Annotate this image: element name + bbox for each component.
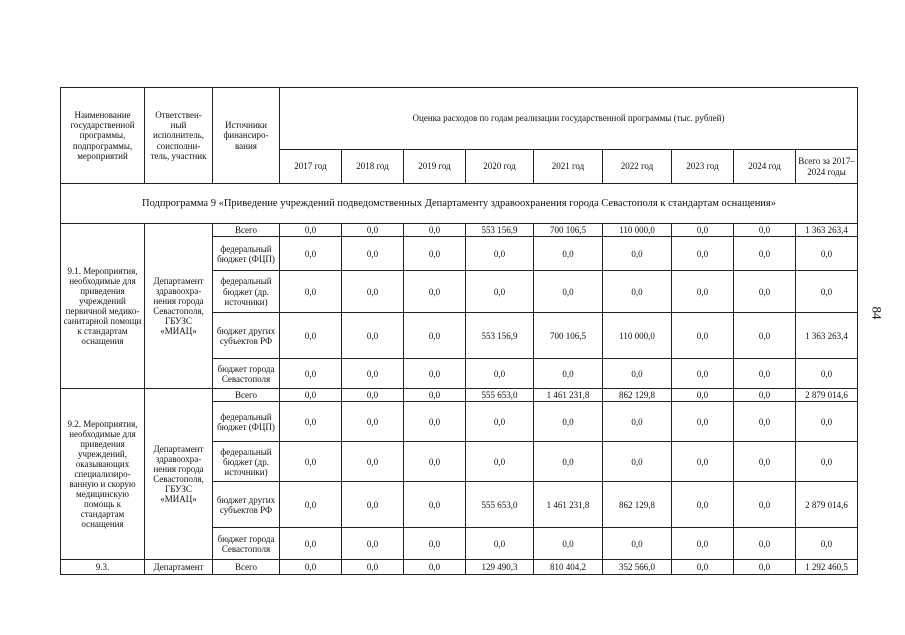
amount-cell: 0,0 [734, 313, 796, 359]
amount-cell: 0,0 [796, 442, 858, 482]
amount-cell: 0,0 [734, 482, 796, 528]
budget-table [60, 87, 858, 575]
amount-cell: 0,0 [466, 359, 534, 389]
header-year: 2022 год [603, 150, 672, 184]
amount-cell: 0,0 [404, 313, 466, 359]
amount-cell: 0,0 [734, 402, 796, 442]
amount-cell: 110 000,0 [603, 224, 672, 237]
amount-cell: 0,0 [603, 359, 672, 389]
header-estimate: Оценка расходов по годам реализации государственной программы (тыс. рублей) [280, 88, 858, 150]
amount-cell: 553 156,9 [466, 313, 534, 359]
amount-cell: 0,0 [280, 402, 342, 442]
amount-cell: 0,0 [342, 482, 404, 528]
amount-cell: 0,0 [534, 237, 603, 271]
subprogram-row [61, 184, 858, 224]
header-year: 2018 год [342, 150, 404, 184]
amount-cell: 1 363 263,4 [796, 224, 858, 237]
measure-responsible: Департамент [145, 560, 213, 575]
table-row [61, 560, 858, 575]
amount-cell: 0,0 [342, 313, 404, 359]
amount-cell: 1 461 231,8 [534, 389, 603, 402]
amount-cell: 0,0 [280, 271, 342, 313]
subprogram-title: Подпрограмма 9 «Приведение учреждений подведомственных Департаменту здравоохранения города Севастополя к стандартам оснащения» [61, 184, 858, 224]
table-body [61, 88, 858, 575]
amount-cell: 0,0 [734, 560, 796, 575]
amount-cell: 0,0 [734, 224, 796, 237]
amount-cell: 0,0 [672, 271, 734, 313]
header-responsible: Ответствен- ный исполнитель, соисполни- тель, участник [145, 88, 213, 184]
amount-cell: 553 156,9 [466, 224, 534, 237]
amount-cell: 0,0 [672, 442, 734, 482]
funding-source: федеральный бюджет (ФЦП) [213, 237, 280, 271]
header-sources: Источники финансиро- вания [213, 88, 280, 184]
amount-cell: 0,0 [404, 237, 466, 271]
amount-cell: 0,0 [796, 237, 858, 271]
amount-cell: 0,0 [280, 528, 342, 560]
amount-cell: 0,0 [534, 359, 603, 389]
amount-cell: 700 106,5 [534, 224, 603, 237]
header-name: Наименование государственной программы, подпрограммы, мероприятий [61, 88, 145, 184]
amount-cell: 0,0 [796, 359, 858, 389]
amount-cell: 0,0 [404, 224, 466, 237]
amount-cell: 0,0 [796, 271, 858, 313]
funding-source: бюджет других субъектов РФ [213, 313, 280, 359]
amount-cell: 0,0 [404, 389, 466, 402]
amount-cell: 0,0 [342, 224, 404, 237]
amount-cell: 0,0 [404, 442, 466, 482]
amount-cell: 0,0 [342, 389, 404, 402]
header-year: 2023 год [672, 150, 734, 184]
header-year: 2021 год [534, 150, 603, 184]
amount-cell: 110 000,0 [603, 313, 672, 359]
measure-name: 9.1. Мероприятия, необходимые для приведения учреждений первичной медико- санитарной помощи к стандартам оснащения [61, 224, 145, 389]
amount-cell: 0,0 [466, 442, 534, 482]
amount-cell: 0,0 [603, 402, 672, 442]
amount-cell: 0,0 [404, 359, 466, 389]
amount-cell: 555 653,0 [466, 389, 534, 402]
amount-cell: 862 129,8 [603, 389, 672, 402]
amount-cell: 0,0 [603, 528, 672, 560]
amount-cell: 0,0 [796, 528, 858, 560]
amount-cell: 0,0 [734, 359, 796, 389]
amount-cell: 0,0 [280, 482, 342, 528]
amount-cell: 0,0 [404, 271, 466, 313]
funding-source: федеральный бюджет (ФЦП) [213, 402, 280, 442]
amount-cell: 0,0 [280, 313, 342, 359]
amount-cell: 0,0 [672, 560, 734, 575]
funding-source: Всего [213, 224, 280, 237]
amount-cell: 0,0 [672, 389, 734, 402]
funding-source: бюджет других субъектов РФ [213, 482, 280, 528]
table-row [61, 389, 858, 402]
amount-cell: 0,0 [734, 271, 796, 313]
amount-cell: 0,0 [534, 442, 603, 482]
amount-cell: 0,0 [404, 528, 466, 560]
amount-cell: 0,0 [404, 560, 466, 575]
amount-cell: 0,0 [672, 237, 734, 271]
funding-source: бюджет города Севастополя [213, 528, 280, 560]
amount-cell: 0,0 [672, 402, 734, 442]
amount-cell: 0,0 [342, 442, 404, 482]
amount-cell: 0,0 [534, 402, 603, 442]
amount-cell: 862 129,8 [603, 482, 672, 528]
page-number: 84 [869, 306, 885, 320]
amount-cell: 0,0 [342, 528, 404, 560]
amount-cell: 810 404,2 [534, 560, 603, 575]
header-year: 2024 год [734, 150, 796, 184]
amount-cell: 0,0 [280, 224, 342, 237]
funding-source: бюджет города Севастополя [213, 359, 280, 389]
amount-cell: 1 363 263,4 [796, 313, 858, 359]
header-year: 2019 год [404, 150, 466, 184]
amount-cell: 0,0 [734, 237, 796, 271]
amount-cell: 0,0 [534, 271, 603, 313]
amount-cell: 0,0 [603, 271, 672, 313]
funding-source: Всего [213, 560, 280, 575]
amount-cell: 0,0 [404, 482, 466, 528]
amount-cell: 0,0 [342, 237, 404, 271]
amount-cell: 0,0 [280, 389, 342, 402]
amount-cell: 0,0 [734, 389, 796, 402]
header-row [61, 88, 858, 150]
amount-cell: 700 106,5 [534, 313, 603, 359]
amount-cell: 0,0 [342, 271, 404, 313]
funding-source: Всего [213, 389, 280, 402]
measure-name: 9.2. Мероприятия, необходимые для приведения учреждений, оказывающих специализиро- ванную и скорую медицинскую помощь к стандартам оснащения [61, 389, 145, 560]
amount-cell: 0,0 [534, 528, 603, 560]
measure-responsible: Департамент здравоохра- нения города Севастополя, ГБУЗС «МИАЦ» [145, 224, 213, 389]
amount-cell: 0,0 [280, 442, 342, 482]
amount-cell: 0,0 [734, 442, 796, 482]
header-year: 2020 год [466, 150, 534, 184]
measure-responsible: Департамент здравоохра- нения города Севастополя, ГБУЗС «МИАЦ» [145, 389, 213, 560]
amount-cell: 0,0 [672, 528, 734, 560]
amount-cell: 0,0 [280, 237, 342, 271]
amount-cell: 2 879 014,6 [796, 482, 858, 528]
amount-cell: 0,0 [466, 237, 534, 271]
funding-source: федеральный бюджет (др. источники) [213, 442, 280, 482]
amount-cell: 555 653,0 [466, 482, 534, 528]
amount-cell: 0,0 [672, 482, 734, 528]
amount-cell: 2 879 014,6 [796, 389, 858, 402]
amount-cell: 0,0 [672, 359, 734, 389]
header-total: Всего за 2017–2024 годы [796, 150, 858, 184]
amount-cell: 0,0 [466, 528, 534, 560]
amount-cell: 0,0 [603, 442, 672, 482]
amount-cell: 1 461 231,8 [534, 482, 603, 528]
amount-cell: 0,0 [603, 237, 672, 271]
table-row [61, 224, 858, 237]
amount-cell: 0,0 [796, 402, 858, 442]
amount-cell: 0,0 [280, 359, 342, 389]
amount-cell: 0,0 [404, 402, 466, 442]
amount-cell: 0,0 [342, 560, 404, 575]
amount-cell: 0,0 [342, 359, 404, 389]
amount-cell: 0,0 [734, 528, 796, 560]
amount-cell: 129 490,3 [466, 560, 534, 575]
amount-cell: 352 566,0 [603, 560, 672, 575]
amount-cell: 0,0 [280, 560, 342, 575]
header-year: 2017 год [280, 150, 342, 184]
measure-name: 9.3. [61, 560, 145, 575]
amount-cell: 0,0 [672, 313, 734, 359]
amount-cell: 0,0 [672, 224, 734, 237]
amount-cell: 0,0 [466, 402, 534, 442]
amount-cell: 0,0 [466, 271, 534, 313]
amount-cell: 0,0 [342, 402, 404, 442]
funding-source: федеральный бюджет (др. источники) [213, 271, 280, 313]
amount-cell: 1 292 460,5 [796, 560, 858, 575]
